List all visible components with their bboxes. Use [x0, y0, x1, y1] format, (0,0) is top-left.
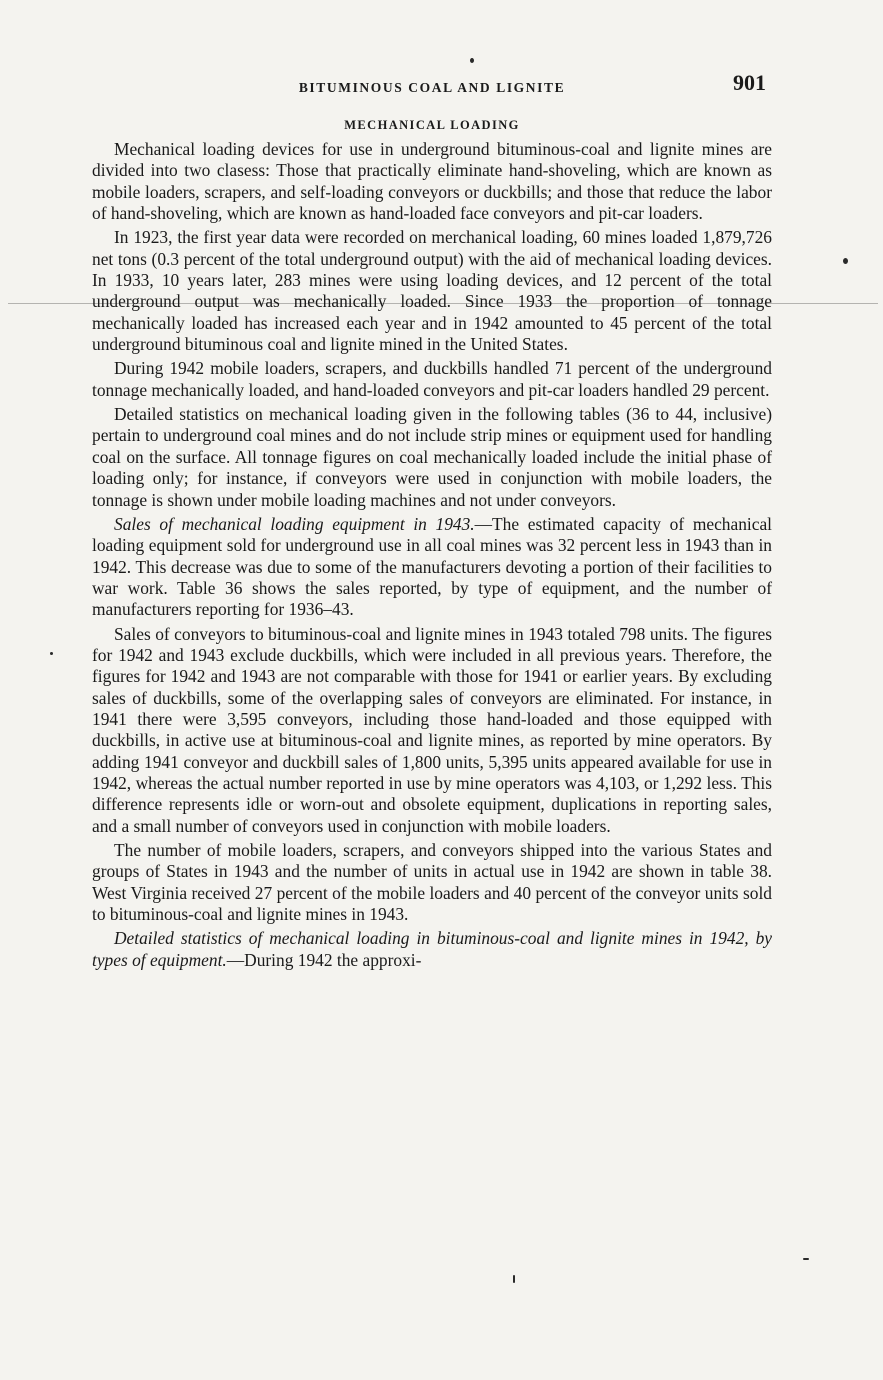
paragraph: [92, 928, 772, 971]
paragraph: [92, 840, 772, 925]
page-number: 901: [733, 70, 766, 95]
document-page: [92, 70, 772, 974]
running-title: BITUMINOUS COAL AND LIGNITE: [298, 80, 566, 95]
paragraph: [92, 227, 772, 355]
paragraph-text: During 1942 mobile loaders, scrapers, and duckbills handled 71 percent of the underground tonnage mechanically loaded, and hand-loaded conveyors and pit-car loaders handled 29 percent.: [92, 358, 772, 400]
paragraph: [92, 404, 772, 511]
paragraph-text: Detailed statistics on mechanical loading given in the following tables (36 to 44, inclusive) pertain to underground coal mines and do not include strip mines or equipment used for handling coal on the surface. All tonnage figures on coal mechanically loaded include the initial phase of loading only; for instance, if conveyors were used in conjunction with mobile loaders, the tonnage is shown under mobile loading machines and not under conveyors.: [92, 404, 772, 510]
paragraph-text: Sales of conveyors to bituminous-coal and lignite mines in 1943 totaled 798 units. The figures for 1942 and 1943 exclude duckbills, which were included in all previous years. Therefore, the figures for 1942 and 1943 are not comparable with those for 1941 or earlier years. By excluding sales of duckbills, some of the overlapping sales of conveyors are eliminated. For instance, in 1941 there were 3,595 conveyors, including those hand-loaded and those equipped with duckbills, in active use at bituminous-coal and lignite mines, as reported by mine operators. By adding 1941 conveyor and duckbill sales of 1,800 units, 5,395 units appeared available for use in 1942, whereas the actual number reported in use by mine operators was 4,103, or 1,292 less. This difference represents idle or worn-out and obsolete equipment, duplications in reporting sales, and a small number of conveyors used in conjunction with mobile loaders.: [92, 623, 772, 836]
scan-speck: [843, 258, 848, 264]
paragraph-lead: Detailed statistics of mechanical loading in bituminous-coal and lignite mines in 1942, by types of equipment.: [92, 928, 772, 970]
running-header: [92, 70, 772, 110]
paragraph: [92, 624, 772, 837]
scan-speck: [803, 1258, 809, 1260]
paragraph-text: —During 1942 the approxi-: [226, 949, 422, 970]
scan-speck: [513, 1275, 515, 1283]
paragraph: [92, 514, 772, 621]
paragraph-text: Mechanical loading devices for use in underground bituminous-coal and lignite mines are divided into two clasess: Those that practically eliminate hand-shoveling, which are known as mobile loaders, scrapers, and self-loading conveyors or duckbills; and those that reduce the labor of hand-shoveling, which are known as hand-loaded face conveyors and pit-car loaders.: [92, 139, 772, 224]
paragraph: [92, 358, 772, 401]
paragraph: [92, 139, 772, 224]
paragraph-text: —The estimated capacity of mechanical loading equipment sold for underground use in all coal mines was 32 percent less in 1943 than in 1942. This decrease was due to some of the manufacturers devoting a portion of their facilities to war work. Table 36 shows the sales reported, by type of equipment, and the number of manufacturers reporting for 1936–43.: [92, 513, 772, 620]
scan-speck: [50, 652, 53, 655]
paragraph-lead: Sales of mechanical loading equipment in 1943.: [114, 513, 475, 534]
paragraph-text: In 1923, the first year data were recorded on merchanical loading, 60 mines loaded 1,879,726 net tons (0.3 percent of the total underground output) with the aid of mechanical loading devices. In 1933, 10 years later, 283 mines were using loading devices, and 12 percent of the total underground output was mechanically loaded. Since 1933 the proportion of tonnage mechanically loaded has increased each year and in 1942 amounted to 45 percent of the total underground bituminous coal and lignite mined in the United States.: [92, 227, 772, 355]
scan-speck: [470, 58, 474, 63]
section-heading: MECHANICAL LOADING: [344, 118, 520, 132]
paragraph-text: The number of mobile loaders, scrapers, and conveyors shipped into the various States and groups of States in 1943 and the number of units in actual use in 1942 are shown in table 38. West Virginia received 27 percent of the mobile loaders and 40 percent of the conveyor units sold to bituminous-coal and lignite mines in 1943.: [92, 840, 772, 925]
